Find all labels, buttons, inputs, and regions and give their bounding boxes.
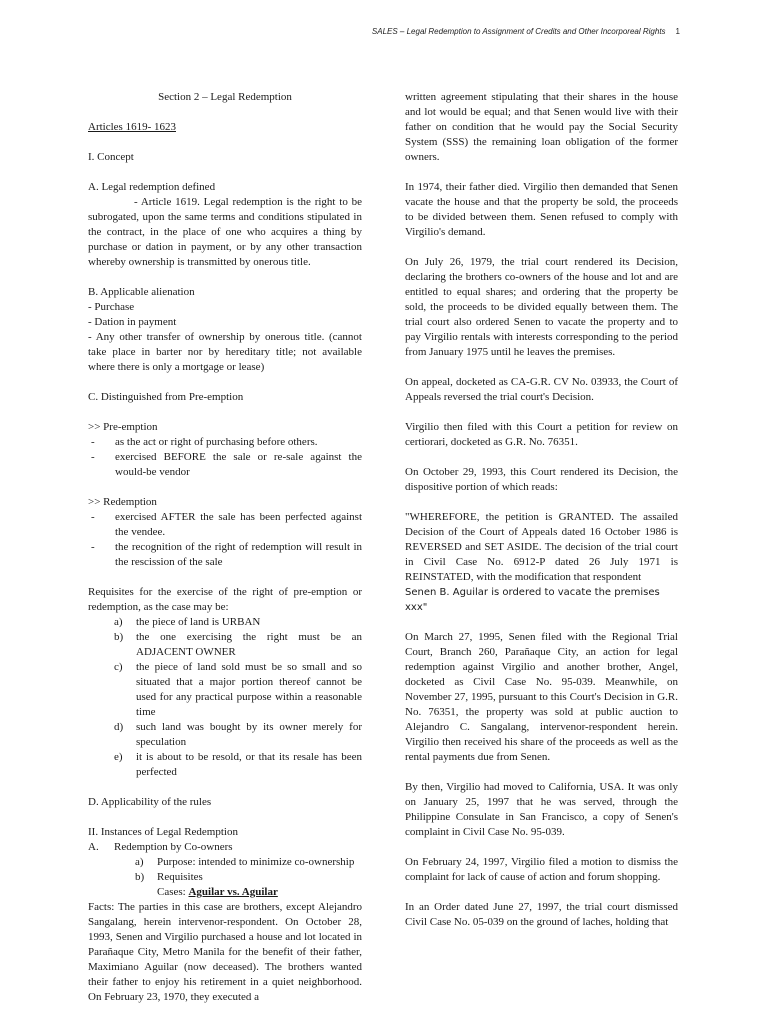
concept-heading: I. Concept <box>88 151 134 163</box>
requisites-intro: Requisites for the exercise of the right of pre-emption or redemption, as the case may be: <box>88 586 362 613</box>
alienation-heading: B. Applicable alienation <box>88 286 195 298</box>
preemption-item: - exercised BEFORE the sale or re-sale against the would-be vendor <box>91 451 362 478</box>
sub-item: b) Requisites <box>135 871 203 883</box>
cases-line: Cases: Aguilar vs. Aguilar <box>157 886 278 898</box>
redemption-heading: >> Redemption <box>88 496 157 508</box>
alienation-item: - Any other transfer of ownership by onerous title. (cannot take place in barter nor by hereditary title; not available where there is only a mortgage or lease) <box>88 331 362 373</box>
instances-heading: II. Instances of Legal Redemption <box>88 826 238 838</box>
sub-item: a) Purpose: intended to minimize co-ownership <box>135 856 355 868</box>
requisite-item: b) the one exercising the right must be an ADJACENT OWNER <box>114 631 362 658</box>
page-number: 1 <box>675 27 680 36</box>
paragraph: On February 24, 1997, Virgilio filed a motion to dismiss the complaint for lack of cause of action and forum shopping. <box>405 856 678 883</box>
paragraph: On appeal, docketed as CA-G.R. CV No. 03933, the Court of Appeals reversed the trial court's Decision. <box>405 376 678 403</box>
paragraph: By then, Virgilio had moved to California, USA. It was only on January 25, 1997 that he was served, through the Philippine Consulate in San Francisco, a copy of Senen's complaint in Civil Case No. 95-039. <box>405 781 678 838</box>
applicability-heading: D. Applicability of the rules <box>88 796 212 808</box>
alienation-item: - Purchase <box>88 301 135 313</box>
section-title: Section 2 – Legal Redemption <box>158 91 292 103</box>
requisite-item: a) the piece of land is URBAN <box>114 616 261 628</box>
distinguished-heading: C. Distinguished from Pre-emption <box>88 391 244 403</box>
instance-item: A. Redemption by Co-owners <box>88 841 233 853</box>
paragraph: In 1974, their father died. Virgilio then demanded that Senen vacate the house and that the property be sold, the proceeds to be divided between them. Senen refused to comply with Virgilio's demand. <box>405 181 678 238</box>
facts-paragraph: Facts: The parties in this case are brothers, except Alejandro Sangalang, herein intervenor-respondent. On October 28, 1993, Senen and Virgilio purchased a house and lot located in Parañaque City, Metro Manila for the benefit of their father, Maximiano Aguilar (now deceased). The brothers wanted their father to enjoy his retirement in a quiet neighborhood. On February 23, 1970, they executed a <box>88 901 362 1003</box>
definition-text: - Article 1619. Legal redemption is the right to be subrogated, upon the same terms and conditions stipulated in the contract, in the place of one who acquires a thing by purchase or dation in payment, or by any other transaction whereby ownership is transmitted by onerous title. <box>88 196 362 268</box>
paragraph: Virgilio then filed with this Court a petition for review on certiorari, docketed as G.R. No. 76351. <box>405 421 678 448</box>
requisite-item: e) it is about to be resold, or that its resale has been perfected <box>114 751 362 778</box>
quoted-disposition: "WHEREFORE, the petition is GRANTED. The assailed Decision of the Court of Appeals dated 16 October 1986 is REVERSED and SET ASIDE. The decision of the trial court in Civil Case No. 6912-P dated 26 July 1971 is REINSTATED, with the modification that respondent <box>405 511 678 583</box>
definition-heading: A. Legal redemption defined <box>88 181 216 193</box>
paragraph: written agreement stipulating that their shares in the house and lot would be equal; and that Senen would live with their father on condition that he would pay the Social Security System (SSS) the remaining loan obligation of the former owners. <box>405 91 678 163</box>
paragraph: On July 26, 1979, the trial court rendered its Decision, declaring the brothers co-owners of the house and lot and are entitled to equal shares; and ordering that the property be sold, the proceeds to be divided equally between them. The trial court also ordered Senen to vacate the property and to pay Virgilio rentals with interests corresponding to the period from January 1975 until he leaves the premises. <box>405 256 678 358</box>
case-name: Aguilar vs. Aguilar <box>188 886 278 898</box>
preemption-item: - as the act or right of purchasing before others. <box>91 436 318 448</box>
paragraph: On March 27, 1995, Senen filed with the Regional Trial Court, Branch 260, Parañaque City, an action for legal redemption against Virgilio and another brother, Angel, docketed as Civil Case No. 95-039. Meanwhile, on November 27, 1995, pursuant to this Court's Decision in G.R. No. 76351, the property was sold at public auction to Alejandro C. Sangalang, intervenor-respondent herein. Virgilio then received his share of the proceeds as well as the rental payments due from Senen. <box>405 631 678 763</box>
alienation-item: - Dation in payment <box>88 316 177 328</box>
running-header <box>372 27 680 36</box>
header-title: SALES – Legal Redemption to Assignment of Credits and Other Incorporeal Rights <box>371 27 666 36</box>
redemption-item: - exercised AFTER the sale has been perfected against the vendee. <box>91 511 362 538</box>
quoted-disposition-tail: Senen B. Aguilar is ordered to vacate the premises xxx" <box>405 587 660 613</box>
requisite-item: c) the piece of land sold must be so small and so situated that a major portion thereof cannot be used for any practical purpose within a reasonable time <box>114 661 362 718</box>
paragraph: On October 29, 1993, this Court rendered its Decision, the dispositive portion of which reads: <box>405 466 678 493</box>
articles-heading: Articles 1619- 1623 <box>88 121 176 133</box>
right-column <box>405 90 678 930</box>
paragraph: In an Order dated June 27, 1997, the trial court dismissed Civil Case No. 05-039 on the ground of laches, holding that <box>405 901 678 928</box>
requisite-item: d) such land was bought by its owner merely for speculation <box>114 721 362 748</box>
left-column <box>88 90 362 1005</box>
preemption-heading: >> Pre-emption <box>88 421 158 433</box>
redemption-item: - the recognition of the right of redemption will result in the rescission of the sale <box>91 541 362 568</box>
